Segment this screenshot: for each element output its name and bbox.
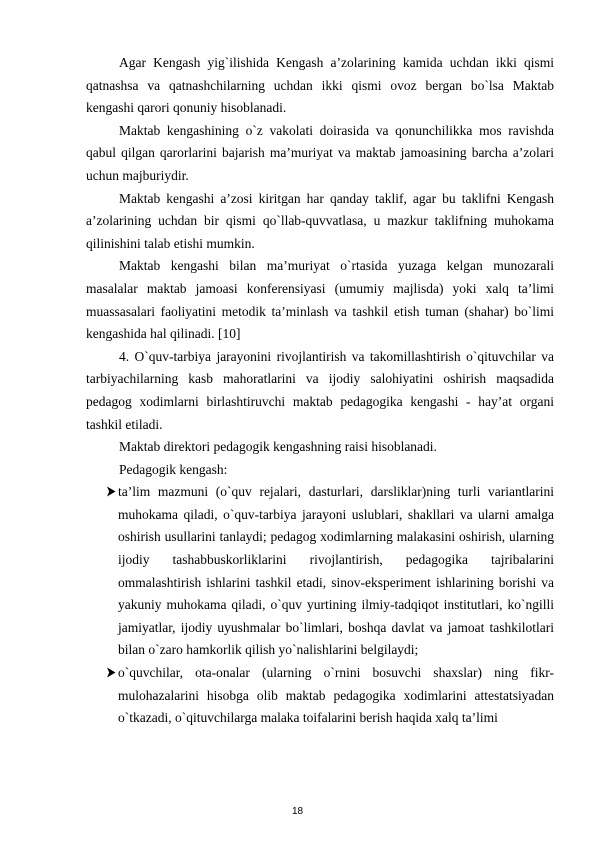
document-body: [86, 52, 554, 730]
paragraph: Maktab direktori pedagogik kengashning raisi hisoblanadi.: [119, 439, 437, 455]
bullet-item: [86, 662, 554, 730]
paragraph: Maktab kengashi bilan ma’muriyat o`rtasida yuzaga kelgan munozarali masalalar maktab jamoasi konferensiyasi (umumiy majlisda) yoki xalq ta’limi muassasalari faoliyatini metodik ta’minlash va tashkil etish tuman (shahar) bo`limi kengashida hal qilinadi. [10]: [86, 258, 554, 342]
paragraph: 4. O`quv-tarbiya jarayonini rivojlantirish va takomillashtirish o`qituvchilar va tarbiyachilarning kasb mahoratlarini va ijodiy salohiyatini oshirish maqsadida pedagog xodimlarni birlashtiruvchi maktab pedagogika kengashi - hay’at organi tashkil etiladi.: [86, 348, 554, 432]
arrowhead-bullet-icon: [86, 662, 118, 685]
paragraph: Pedagogik kengash:: [119, 461, 228, 477]
bullet-text: o`quvchilar, ota-onalar (ularning o`rnini bosuvchi shaxslar) ning fikr-mulohazalarini hisobga olib maktab pedagogika xodimlarini attestatsiyadan o`tkazadi, o`qituvchilarga malaka toifalarini berish haqida xalq ta’limi: [118, 665, 554, 726]
bullet-text: ta’lim mazmuni (o`quv rejalari, dasturlari, darsliklar)ning turli variantlarini muhokama qiladi, o`quv-tarbiya jarayoni uslublari, shakllari va ularni amalga oshirish usullarini tanlaydi; pedagog xodimlarning malakasini oshirish, ularning ijodiy tashabbuskorliklarini rivojlantirish, pedagogika tajribalarini ommalashtirish ishlarini tashkil etadi, sinov-eksperiment ishlarining borishi va yakuniy muhokama qiladi, o`quv yurtining ilmiy-tadqiqot institutlari, ko`ngilli jamiyatlar, ijodiy uyushmalar bo`limlari, boshqa davlat va jamoat tashkilotlari bilan o`zaro hamkorlik qilish yo`nalishlarini belgilaydi;: [118, 484, 554, 658]
page-number: 18: [291, 806, 304, 817]
paragraph: Maktab kengashining o`z vakolati doirasida va qonunchilikka mos ravishda qabul qilgan qarorlarini bajarish ma’muriyat va maktab jamoasining barcha a’zolari uchun majburiydir.: [86, 122, 554, 183]
paragraph: Agar Kengash yig`ilishida Kengash a’zolarining kamida uchdan ikki qismi qatnashsa va qatnashchilarning uchdan ikki qismi ovoz bergan bo`lsa Maktab kengashi qarori qonuniy hisoblanadi.: [86, 55, 554, 116]
paragraph: Maktab kengashi a’zosi kiritgan har qanday taklif, agar bu taklifni Kengash a’zolarining uchdan bir qismi qo`llab-quvvatlasa, u mazkur taklifning muhokama qilinishini talab etishi mumkin.: [86, 190, 554, 251]
bullet-item: [86, 481, 554, 662]
arrowhead-bullet-icon: [86, 481, 118, 504]
